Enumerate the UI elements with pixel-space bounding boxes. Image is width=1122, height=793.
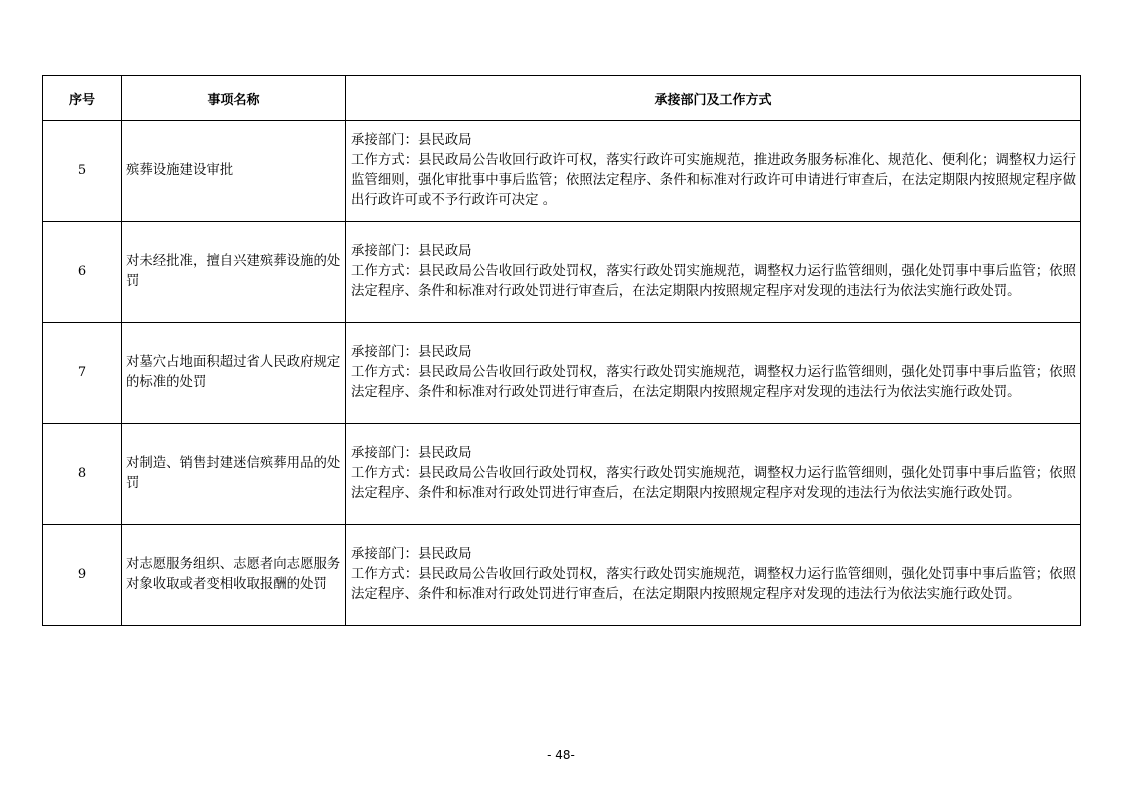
row-num: 6 — [43, 222, 122, 323]
row-num: 9 — [43, 525, 122, 626]
row-method: 工作方式：县民政局公告收回行政处罚权，落实行政处罚实施规范，调整权力运行监管细则，强化处罚事中事后监管；依照法定程序、条件和标准对行政处罚进行审查后，在法定期限内按照规定程序对发现的违法行为依法实施行政处罚。 — [351, 264, 1076, 299]
row-dept: 承接部门：县民政局 — [351, 133, 472, 148]
table-row — [43, 121, 1081, 222]
row-detail — [346, 323, 1081, 424]
row-num: 8 — [43, 424, 122, 525]
row-method: 工作方式：县民政局公告收回行政许可权，落实行政许可实施规范，推进政务服务标准化、规范化、便利化；调整权力运行监管细则，强化审批事中事后监管；依照法定程序、条件和标准对行政许可申请进行审查后，在法定期限内按照规定程序做出行政许可或不予行政许可决定 。 — [351, 153, 1076, 208]
row-dept: 承接部门：县民政局 — [351, 547, 472, 562]
row-name: 殡葬设施建设审批 — [122, 121, 346, 222]
row-method: 工作方式：县民政局公告收回行政处罚权，落实行政处罚实施规范，调整权力运行监管细则，强化处罚事中事后监管；依照法定程序、条件和标准对行政处罚进行审查后，在法定期限内按照规定程序对发现的违法行为依法实施行政处罚。 — [351, 466, 1076, 501]
header-num: 序号 — [43, 76, 122, 121]
row-dept: 承接部门：县民政局 — [351, 244, 472, 259]
row-detail — [346, 525, 1081, 626]
row-name: 对墓穴占地面积超过省人民政府规定的标准的处罚 — [122, 323, 346, 424]
header-name: 事项名称 — [122, 76, 346, 121]
page-number: - 48- — [547, 748, 575, 762]
row-name: 对制造、销售封建迷信殡葬用品的处罚 — [122, 424, 346, 525]
row-name: 对志愿服务组织、志愿者向志愿服务对象收取或者变相收取报酬的处罚 — [122, 525, 346, 626]
row-detail — [346, 222, 1081, 323]
row-method: 工作方式：县民政局公告收回行政处罚权，落实行政处罚实施规范，调整权力运行监管细则，强化处罚事中事后监管；依照法定程序、条件和标准对行政处罚进行审查后，在法定期限内按照规定程序对发现的违法行为依法实施行政处罚。 — [351, 567, 1076, 602]
table-row — [43, 323, 1081, 424]
table-row — [43, 222, 1081, 323]
row-method: 工作方式：县民政局公告收回行政处罚权，落实行政处罚实施规范，调整权力运行监管细则，强化处罚事中事后监管；依照法定程序、条件和标准对行政处罚进行审查后，在法定期限内按照规定程序对发现的违法行为依法实施行政处罚。 — [351, 365, 1076, 400]
row-name: 对未经批准，擅自兴建殡葬设施的处罚 — [122, 222, 346, 323]
row-num: 7 — [43, 323, 122, 424]
table-row — [43, 525, 1081, 626]
items-table — [42, 75, 1081, 626]
row-detail — [346, 121, 1081, 222]
table-header-row — [43, 76, 1081, 121]
row-dept: 承接部门：县民政局 — [351, 446, 472, 461]
table-row — [43, 424, 1081, 525]
row-dept: 承接部门：县民政局 — [351, 345, 472, 360]
row-num: 5 — [43, 121, 122, 222]
header-detail: 承接部门及工作方式 — [346, 76, 1081, 121]
row-detail — [346, 424, 1081, 525]
